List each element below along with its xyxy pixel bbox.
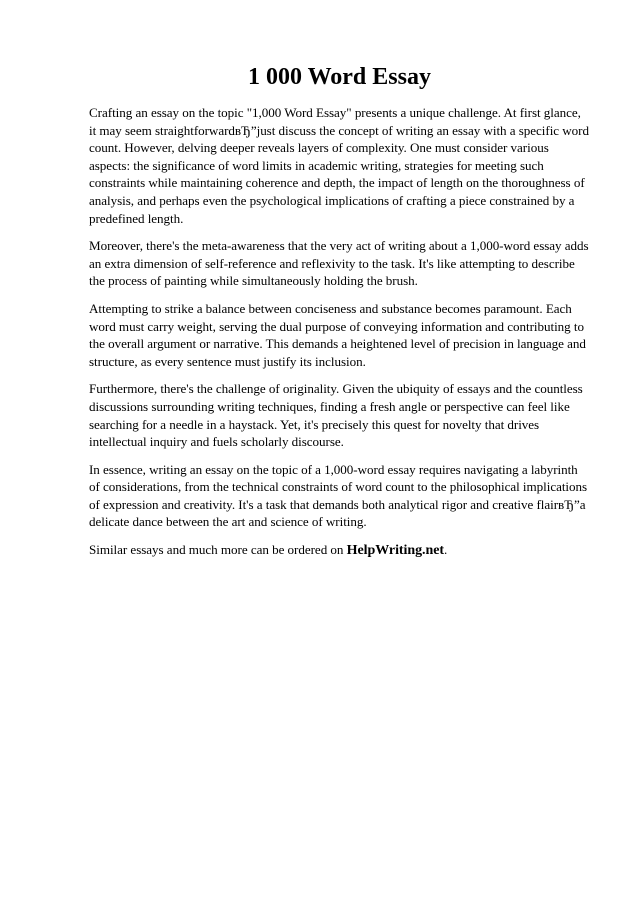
paragraph-1: Crafting an essay on the topic "1,000 Word Essay" presents a unique challenge. At first glance, it may seem straightforwardвЂ”just discuss the concept of writing an essay with a specific word count. However, delving deeper reveals layers of complexity. One must consider various aspects: the significance of word limits in academic writing, strategies for meeting such constraints while maintaining coherence and depth, the impact of length on the thoroughness of analysis, and perhaps even the psychological implications of crafting a piece constrained by a predefined length. [89,105,589,226]
footer-text: Similar essays and much more can be ordered on [89,542,344,558]
helpwriting-link[interactable]: HelpWriting.net [346,543,445,559]
paragraph-4: Furthermore, there's the challenge of originality. Given the ubiquity of essays and the countless discussions surrounding writing techniques, finding a fresh angle or perspective can feel like searching for a needle in a haystack. Yet, it's precisely this quest for novelty that drives intellectual inquiry and fuels scholarly discourse. [89,381,583,450]
paragraph-2: Moreover, there's the meta-awareness that the very act of writing about a 1,000-word essay adds an extra dimension of self-reference and reflexivity to the task. It's like attempting to describe the process of painting while simultaneously holding the brush. [89,238,589,289]
paragraph-5: In essence, writing an essay on the topic of a 1,000-word essay requires navigating a labyrinth of considerations, from the technical constraints of word count to the philosophical implications of expression and creativity. It's a task that demands both analytical rigor and creative flairвЂ”a delicate dance between the art and science of writing. [89,461,588,530]
document-title: 1 000 Word Essay [248,64,431,90]
footer-line [89,541,590,560]
paragraph-3: Attempting to strike a balance between conciseness and substance becomes paramount. Each word must carry weight, serving the dual purpose of conveying information and contributing to the overall argument or narrative. This demands a heightened level of precision in language and structure, as every sentence must justify its inclusion. [89,300,586,369]
footer-end: . [444,542,448,558]
